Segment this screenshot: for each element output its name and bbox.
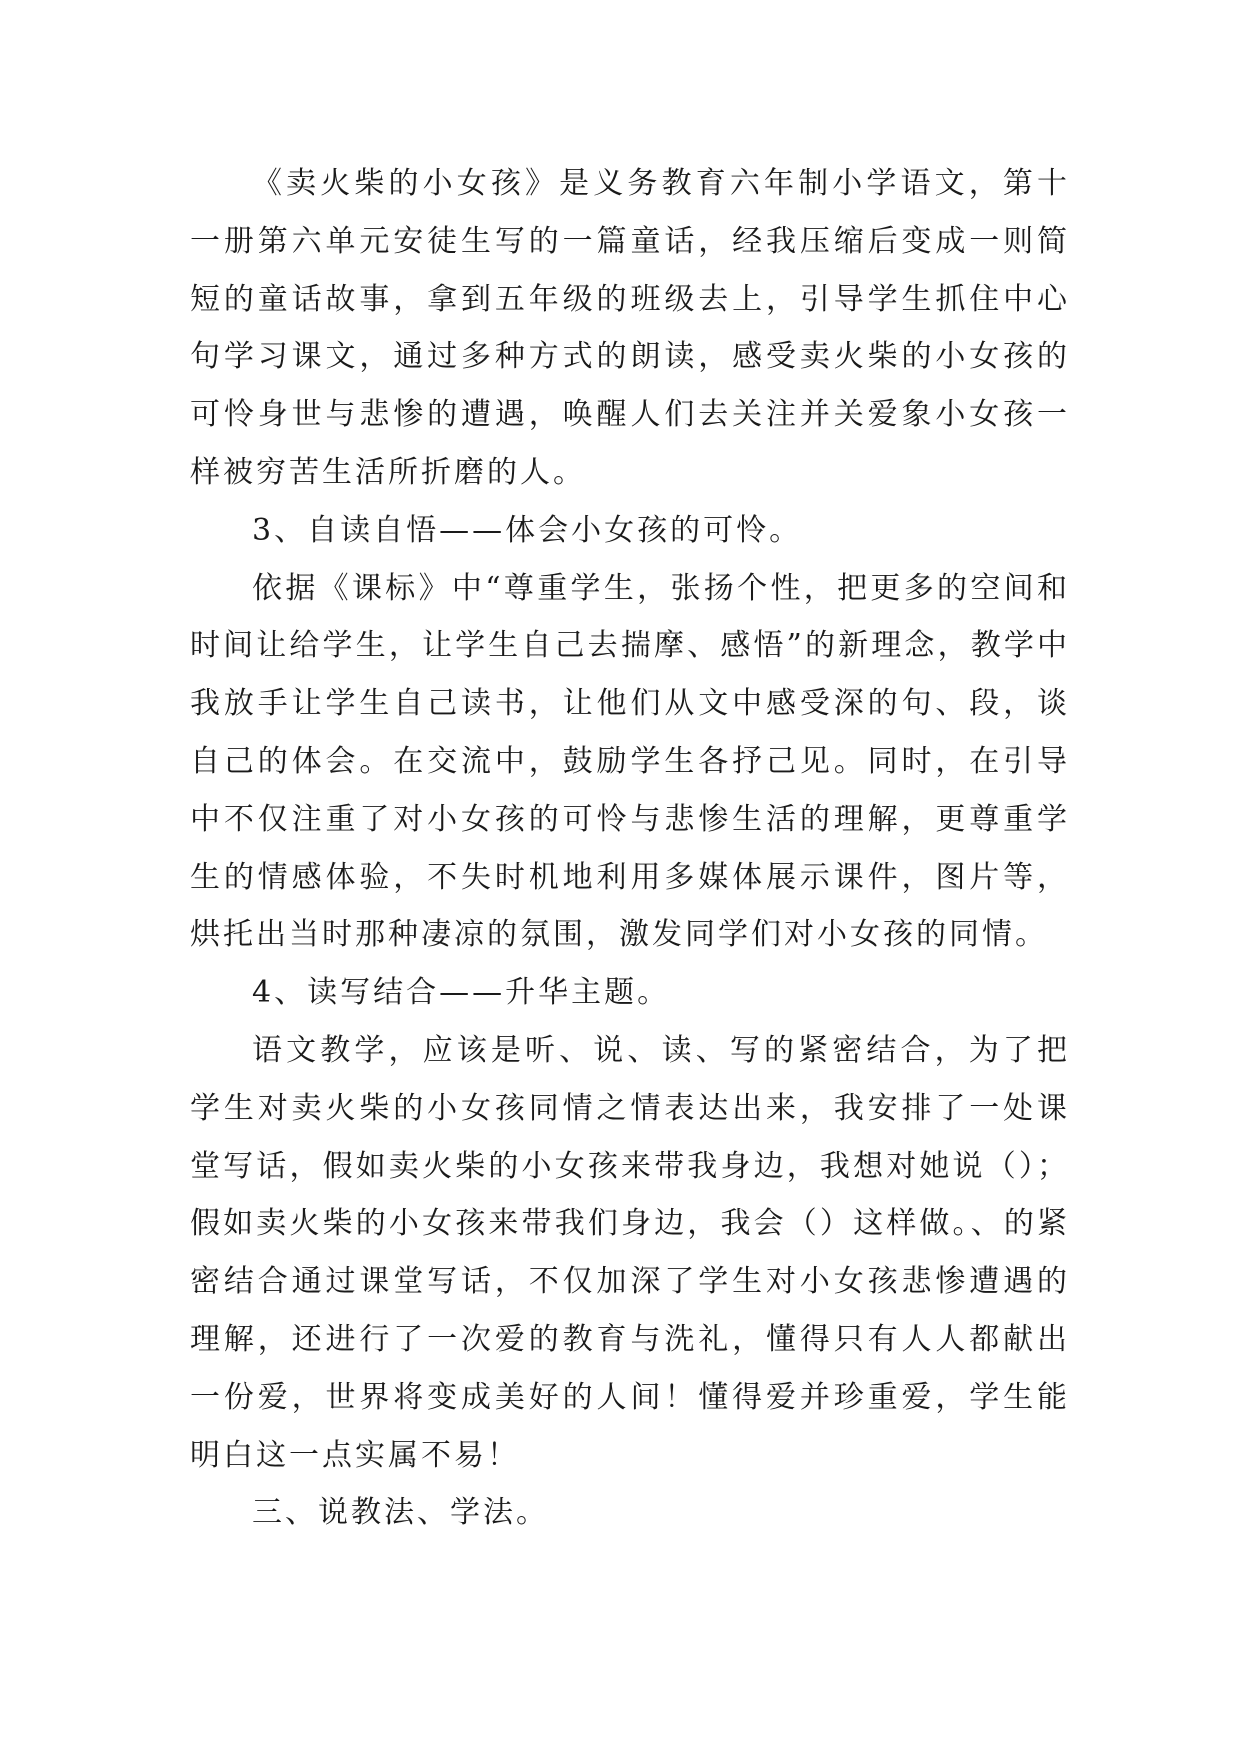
section-4-heading: 4、读写结合——升华主题。	[252, 975, 671, 1011]
section-4-paragraph: 语文教学，应该是听、说、读、写的紧密结合，为了把学生对卖火柴的小女孩同情之情表达出来，我安排了一处课堂写话，假如卖火柴的小女孩来带我身边，我想对她说（）；假如卖火柴的小女孩来带我们身边，我会（）这样做。、的紧密结合通过课堂写话，不仅加深了学生对小女孩悲惨遭遇的理解，还进行了一次爱的教育与洗礼，懂得只有人人都献出一份爱，世界将变成美好的人间！懂得爱并珍重爱，学生能明白这一点实属不易！	[190, 1032, 1070, 1473]
section-3-paragraph: 依据《课标》中“尊重学生，张扬个性，把更多的空间和时间让给学生，让学生自己去揣摩、感悟”的新理念，教学中我放手让学生自己读书，让他们从文中感受深的句、段，谈自己的体会。在交流中，鼓励学生各抒己见。同时，在引导中不仅注重了对小女孩的可怜与悲惨生活的理解，更尊重学生的情感体验，不失时机地利用多媒体展示课件，图片等，烘托出当时那种凄凉的氛围，激发同学们对小女孩的同情。	[190, 570, 1070, 953]
section-3-heading: 3、自读自悟——体会小女孩的可怜。	[252, 512, 803, 548]
intro-paragraph: 《卖火柴的小女孩》是义务教育六年制小学语文，第十一册第六单元安徒生写的一篇童话，经我压缩后变成一则简短的童话故事，拿到五年级的班级去上，引导学生抓住中心句学习课文，通过多种方式的朗读，感受卖火柴的小女孩的可怜身世与悲惨的遭遇，唤醒人们去关注并关爱象小女孩一样被穷苦生活所折磨的人。	[190, 166, 1070, 490]
document-body	[190, 155, 1070, 1542]
section-three-heading: 三、说教法、学法。	[252, 1495, 549, 1531]
